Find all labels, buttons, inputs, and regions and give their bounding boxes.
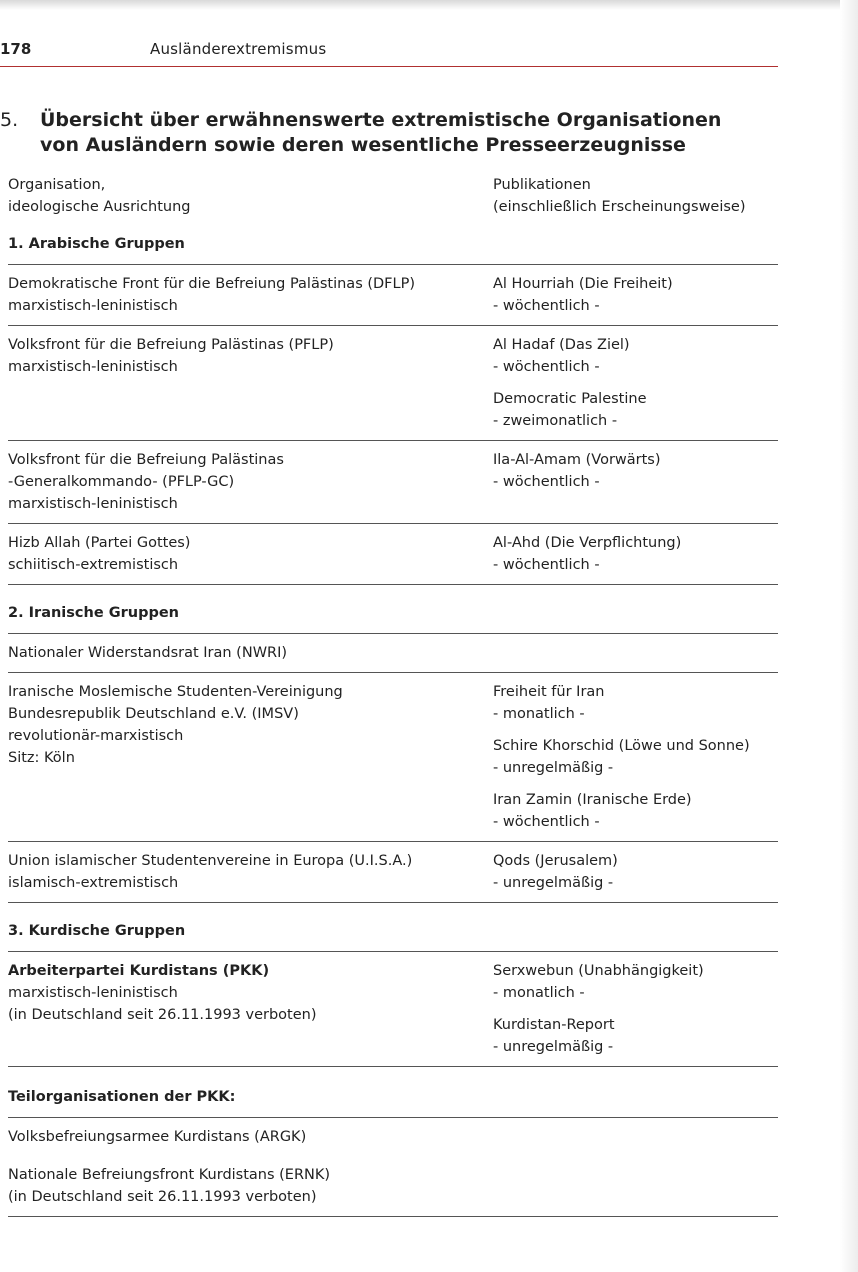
organisation-line: -Generalkommando- (PFLP-GC) [8, 474, 235, 490]
publication-title: Iran Zamin (Iranische Erde) [493, 792, 692, 808]
publications-cell [493, 334, 778, 432]
organisation-line: revolutionär-marxistisch [8, 728, 184, 744]
column-header-line: Organisation, [8, 177, 106, 193]
publication-frequency: - wöchentlich - [493, 557, 600, 573]
publication-frequency: - unregelmäßig - [493, 1039, 614, 1055]
organisation-name: Arbeiterpartei Kurdistans (PKK) [8, 963, 270, 979]
publication [493, 960, 778, 1004]
organisation-line: marxistisch-leninistisch [8, 496, 178, 512]
organisation-cell [8, 642, 493, 664]
organisation-line: islamisch-extremistisch [8, 875, 179, 891]
suborg-line: (in Deutschland seit 26.11.1993 verboten) [8, 1189, 317, 1205]
column-header-line: Publikationen [493, 177, 591, 193]
publication-frequency: - wöchentlich - [493, 474, 600, 490]
organisation-line: (in Deutschland seit 26.11.1993 verboten) [8, 1007, 317, 1023]
organisation-line: Demokratische Front für die Befreiung Palästinas (DFLP) [8, 276, 415, 292]
publications-cell [493, 850, 778, 894]
publication-title: Al Hourriah (Die Freiheit) [493, 276, 673, 292]
group-spacer [8, 1067, 778, 1083]
organisation-line: marxistisch-leninistisch [8, 359, 178, 375]
page-right-shadow [840, 0, 858, 1272]
group-list [8, 232, 778, 1083]
publication-title: Serxwebun (Unabhängigkeit) [493, 963, 704, 979]
suborg-line: Nationale Befreiungsfront Kurdistans (ERNK) [8, 1167, 331, 1183]
table-row [8, 952, 778, 1067]
organisation-line: schiitisch-extremistisch [8, 557, 179, 573]
column-header-line: (einschließlich Erscheinungsweise) [493, 199, 746, 215]
table-row [8, 673, 778, 842]
table-row [8, 265, 778, 326]
suborg-item [8, 1156, 778, 1217]
publication-title: Al-Ahd (Die Verpflichtung) [493, 535, 682, 551]
publication [493, 273, 778, 317]
publications-cell [493, 273, 778, 317]
page-header [0, 36, 778, 67]
publication-title: Qods (Jerusalem) [493, 853, 618, 869]
column-headers [8, 174, 778, 218]
publication [493, 850, 778, 894]
publication [493, 388, 778, 432]
organisation-cell [8, 273, 493, 317]
section-title-line: Übersicht über erwähnenswerte extremistische Organisationen [40, 109, 722, 131]
organisation-line: Volksfront für die Befreiung Palästinas [8, 452, 284, 468]
section-number: 5. [0, 109, 19, 131]
publications-cell [493, 532, 778, 576]
publication-frequency: - wöchentlich - [493, 359, 600, 375]
column-header-organisation [8, 174, 493, 218]
organisation-line: Volksfront für die Befreiung Palästinas (PFLP) [8, 337, 334, 353]
suborg-line: Volksbefreiungsarmee Kurdistans (ARGK) [8, 1129, 307, 1145]
publication-title: Kurdistan-Report [493, 1017, 615, 1033]
group-title: 2. Iranische Gruppen [8, 601, 778, 634]
column-header-line: ideologische Ausrichtung [8, 199, 191, 215]
organisation-line: marxistisch-leninistisch [8, 985, 178, 1001]
publication-title: Ila-Al-Amam (Vorwärts) [493, 452, 661, 468]
organisation-line: Sitz: Köln [8, 750, 75, 766]
section-title [40, 108, 760, 158]
table-row [8, 326, 778, 441]
suborg-title: Teilorganisationen der PKK: [8, 1085, 778, 1118]
publication [493, 1014, 778, 1058]
group-spacer [8, 903, 778, 919]
organisation-cell [8, 960, 493, 1058]
publication [493, 789, 778, 833]
publication-frequency: - unregelmäßig - [493, 760, 614, 776]
organisation-line: Union islamischer Studentenvereine in Europa (U.I.S.A.) [8, 853, 413, 869]
publication-frequency: - wöchentlich - [493, 298, 600, 314]
publication-frequency: - monatlich - [493, 985, 585, 1001]
publication-title: Democratic Palestine [493, 391, 647, 407]
organisation-line: marxistisch-leninistisch [8, 298, 178, 314]
organisation-line: Bundesrepublik Deutschland e.V. (IMSV) [8, 706, 299, 722]
table-row [8, 842, 778, 903]
table-row [8, 441, 778, 524]
publication [493, 681, 778, 725]
group-spacer [8, 585, 778, 601]
organisation-cell [8, 681, 493, 833]
column-header-publications [493, 174, 778, 218]
section-title-line: von Ausländern sowie deren wesentliche Presseerzeugnisse [40, 134, 686, 156]
publications-cell [493, 449, 778, 515]
table-row [8, 524, 778, 585]
page-top-shadow [0, 0, 858, 10]
publication-frequency: - unregelmäßig - [493, 875, 614, 891]
organisation-line: Nationaler Widerstandsrat Iran (NWRI) [8, 645, 288, 661]
publication-title: Schire Khorschid (Löwe und Sonne) [493, 738, 750, 754]
organisation-cell [8, 449, 493, 515]
publications-cell [493, 681, 778, 833]
publication-title: Freiheit für Iran [493, 684, 605, 700]
organisation-table [8, 174, 778, 1217]
publication-frequency: - monatlich - [493, 706, 585, 722]
suborg-item [8, 1118, 778, 1156]
group-title: 3. Kurdische Gruppen [8, 919, 778, 952]
page-number: 178 [0, 40, 32, 58]
running-head: Ausländerextremismus [150, 40, 327, 58]
publication-frequency: - zweimonatlich - [493, 413, 618, 429]
publication [493, 449, 778, 493]
publication [493, 532, 778, 576]
publications-cell [493, 642, 778, 664]
publications-cell [493, 960, 778, 1058]
publication-title: Al Hadaf (Das Ziel) [493, 337, 630, 353]
group-title: 1. Arabische Gruppen [8, 232, 778, 265]
publication-frequency: - wöchentlich - [493, 814, 600, 830]
table-row [8, 634, 778, 673]
publication [493, 334, 778, 378]
organisation-cell [8, 532, 493, 576]
organisation-cell [8, 334, 493, 432]
organisation-cell [8, 850, 493, 894]
publication [493, 735, 778, 779]
organisation-line: Hizb Allah (Partei Gottes) [8, 535, 191, 551]
organisation-line: Iranische Moslemische Studenten-Vereinigung [8, 684, 343, 700]
